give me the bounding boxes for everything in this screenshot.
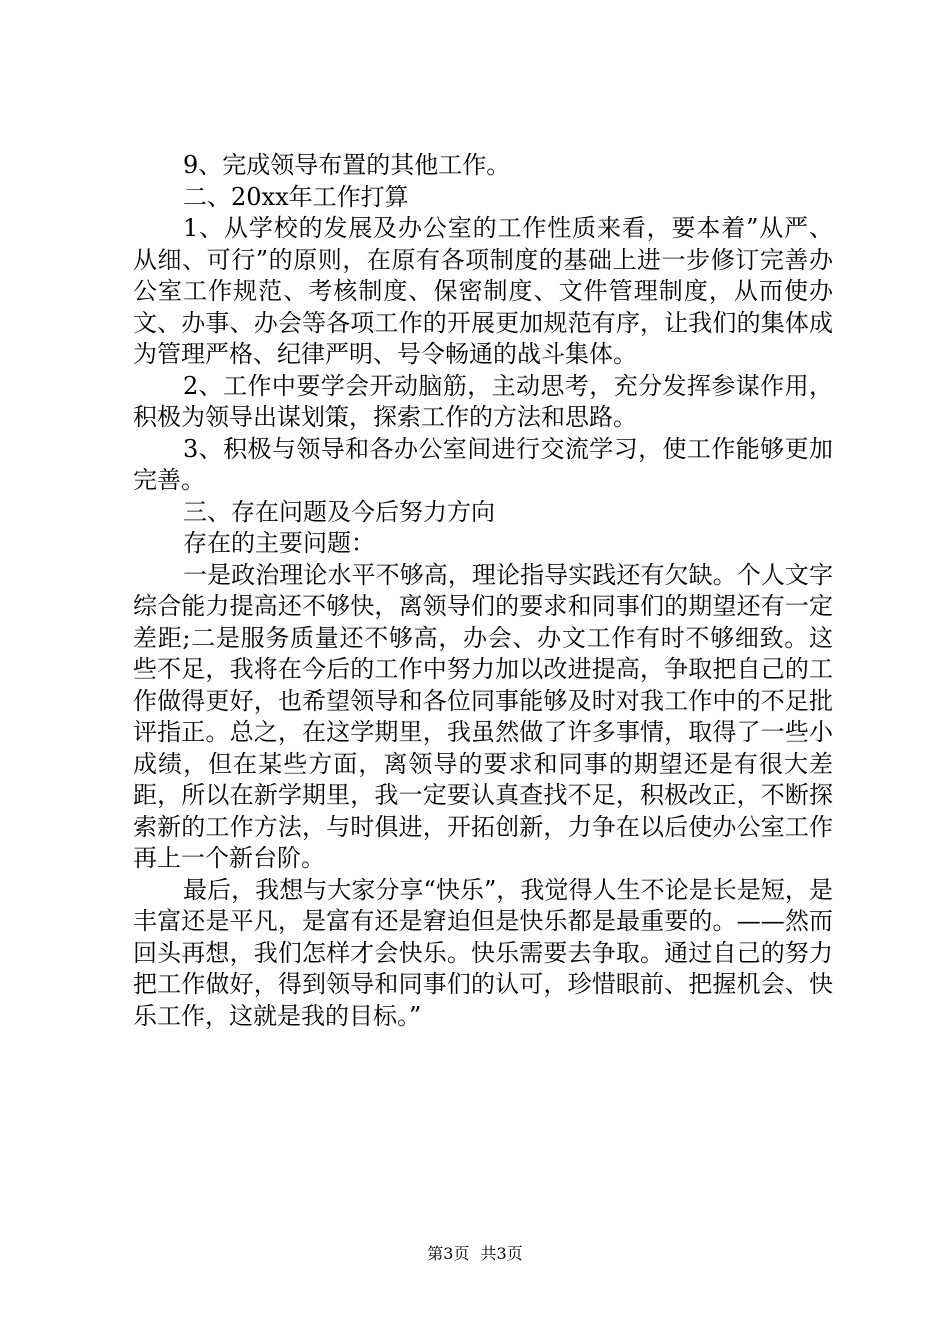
paragraph-item-9: 9、完成领导布置的其他工作。 [183,151,511,179]
section-heading-problems: 三、存在问题及今后努力方向 [183,497,495,526]
page-number-total: 共3页 [480,1244,523,1263]
document-body [133,150,833,1032]
page-number-current: 第3页 [427,1244,470,1263]
paragraph-problems-intro: 存在的主要问题： [183,529,375,557]
page-footer [0,1244,950,1264]
paragraph-plan-2: 2、工作中要学会开动脑筋，主动思考，充分发挥参谋作用，积极为领导出谋划策，探索工作的方法和思路。 [133,371,833,431]
section-heading-plan: 二、20xx年工作打算 [183,182,409,211]
paragraph-closing: 最后，我想与大家分享“快乐”，我觉得人生不论是长是短，是丰富还是平凡，是富有还是窘迫但是快乐都是最重要的。——然而回头再想，我们怎样才会快乐。快乐需要去争取。通过自己的努力把工作做好，得到领导和同事们的认可，珍惜眼前、把握机会、快乐工作，这就是我的目标。” [133,875,833,1030]
paragraph-plan-1: 1、从学校的发展及办公室的工作性质来看，要本着”从严、从细、可行”的原则，在原有各项制度的基础上进一步修订完善办公室工作规范、考核制度、保密制度、文件管理制度，从而使办文、办事、办会等各项工作的开展更加规范有序，让我们的集体成为管理严格、纪律严明、号令畅通的战斗集体。 [133,214,833,368]
paragraph-plan-3: 3、积极与领导和各办公室间进行交流学习，使工作能够更加完善。 [133,434,833,494]
paragraph-problems-detail: 一是政治理论水平不够高，理论指导实践还有欠缺。个人文字综合能力提高还不够快，离领导们的要求和同事们的期望还有一定差距;二是服务质量还不够高，办会、办文工作有时不够细致。这些不足，我将在今后的工作中努力加以改进提高，争取把自己的工作做得更好，也希望领导和各位同事能够及时对我工作中的不足批评指正。总之，在这学期里，我虽然做了许多事情，取得了一些小成绩，但在某些方面，离领导的要求和同事的期望还是有很大差距，所以在新学期里，我一定要认真查找不足，积极改正，不断探索新的工作方法，与时俱进，开拓创新，力争在以后使办公室工作再上一个新台阶。 [133,560,833,872]
